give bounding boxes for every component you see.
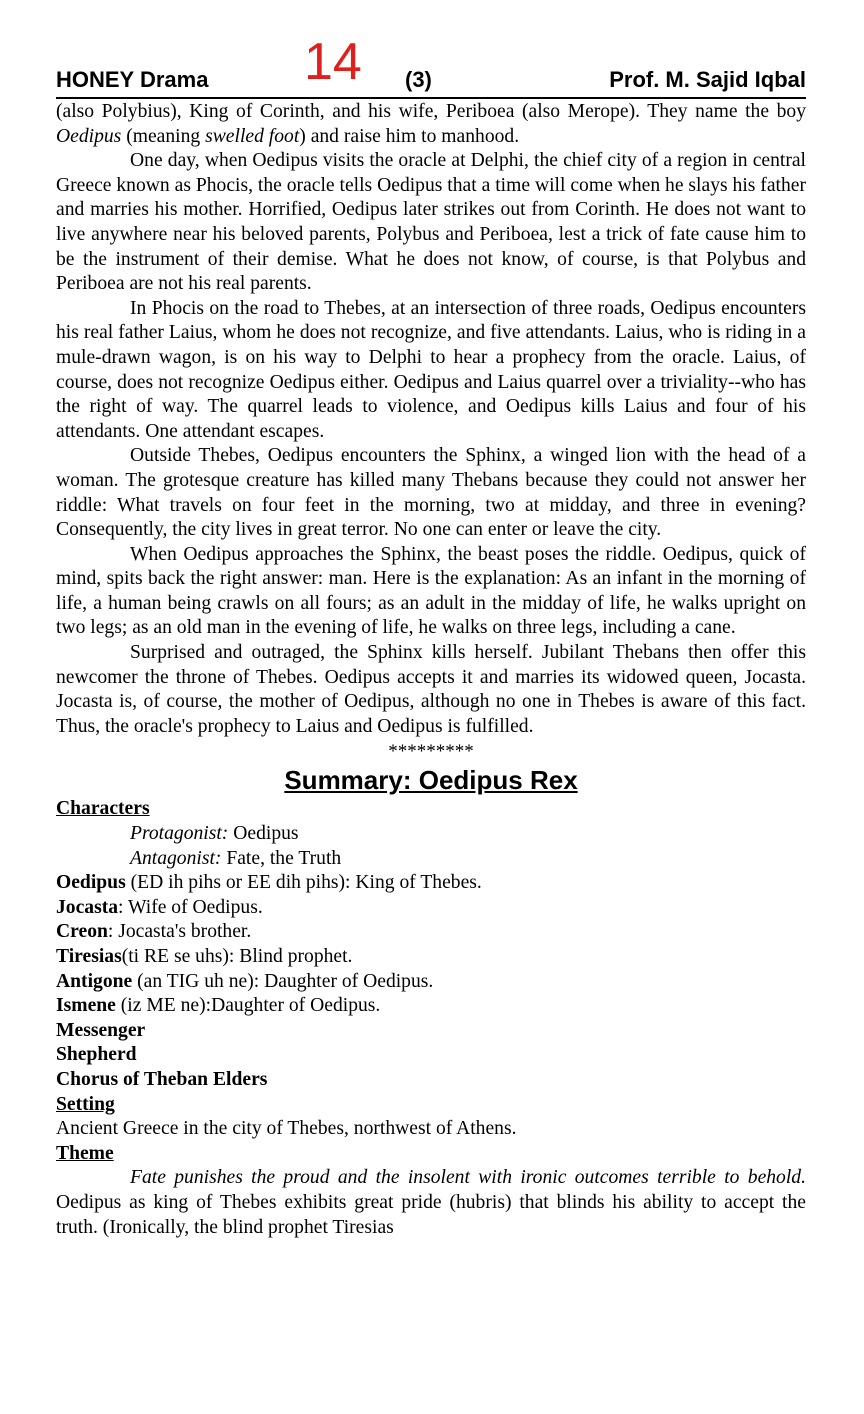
- theme-italic-statement: Fate punishes the proud and the insolent with ironic outcomes terrible to behold.: [130, 1167, 806, 1189]
- theme-paragraph: [56, 1166, 806, 1240]
- character-desc: : Jocasta's brother.: [107, 921, 252, 943]
- header-part: (3): [405, 67, 432, 92]
- character-item: [56, 970, 806, 995]
- section-separator: *********: [388, 741, 474, 763]
- character-desc: (an TIG uh ne): Daughter of Oedipus.: [132, 970, 434, 992]
- character-item: [56, 896, 806, 921]
- character-desc: (ti RE se uhs): Blind prophet.: [121, 946, 353, 967]
- character-item: [56, 1068, 806, 1093]
- antagonist-line: [56, 847, 806, 872]
- paragraph-1-text-b: (meaning: [121, 125, 206, 147]
- paragraph-1-text-c: ) and raise him to manhood.: [299, 125, 520, 147]
- character-name: Antigone: [56, 970, 133, 992]
- character-item: [56, 871, 806, 896]
- header-left-title: HONEY Drama: [56, 67, 209, 92]
- paragraph-1-text-a: (also Polybius), King of Corinth, and his wife, Periboea (also Merope). They name the boy: [56, 101, 806, 122]
- character-item: [56, 920, 806, 945]
- paragraph-4: Outside Thebes, Oedipus encounters the Sphinx, a winged lion with the head of a woman. The grotesque creature has killed many Thebans because they could not answer her riddle: What travels on four feet in the morning, two at midday, and three in evening? Consequently, the city lives in great terror. No one can enter or leave the city.: [56, 445, 806, 541]
- setting-heading: Setting: [56, 1093, 115, 1115]
- theme-text: Oedipus as king of Thebes exhibits great pride (hubris) that blinds his ability to accept the truth. (Ironically, the blind prophet Tiresias: [56, 1191, 806, 1238]
- document-page: [56, 0, 806, 1240]
- paragraph-1-italic-meaning: swelled foot: [205, 125, 300, 147]
- paragraph-1: [56, 100, 806, 149]
- character-name: Oedipus: [56, 872, 126, 894]
- paragraph-3: In Phocis on the road to Thebes, at an intersection of three roads, Oedipus encounters his real father Laius, whom he does not recognize, and five attendants. Laius, who is riding in a mule-drawn wagon, is on his way to Delphi to hear a prophecy from the oracle. Laius, of course, does not recognize Oedipus either. Oedipus and Laius quarrel over a triviality--who has the right of way. The quarrel leads to violence, and Oedipus kills Laius and four of his attendants. One attendant escapes.: [56, 297, 806, 442]
- characters-heading: Characters: [56, 798, 150, 820]
- antagonist-label: Antagonist:: [130, 847, 222, 869]
- character-item: [56, 994, 806, 1019]
- page-number: 14: [304, 33, 362, 91]
- page-header: [56, 0, 806, 100]
- summary-title: Summary: Oedipus Rex: [284, 765, 578, 796]
- protagonist-line: [56, 822, 806, 847]
- character-item: [56, 945, 806, 970]
- character-name: Ismene: [56, 995, 116, 1017]
- paragraph-6: Surprised and outraged, the Sphinx kills herself. Jubilant Thebans then offer this newcomer the throne of Thebes. Oedipus accepts it and marries its widowed queen, Jocasta. Jocasta is, of course, the mother of Oedipus, although no one in Thebes is aware of this fact. Thus, the oracle's prophecy to Laius and Oedipus is fulfilled.: [56, 642, 806, 737]
- header-author: Prof. M. Sajid Iqbal: [609, 67, 806, 92]
- paragraph-1-italic-oedipus: Oedipus: [56, 125, 122, 147]
- character-name: Messenger: [56, 1019, 146, 1041]
- theme-heading: Theme: [56, 1142, 114, 1164]
- character-desc: : Wife of Oedipus.: [118, 896, 263, 918]
- paragraph-5: When Oedipus approaches the Sphinx, the beast poses the riddle. Oedipus, quick of mind, spits back the right answer: man. Here is the explanation: As an infant in the morning of life, a human being crawls on all fours; as an adult in the midday of life, he walks upright on two legs; as an old man in the evening of life, he walks on three legs, including a cane.: [56, 543, 806, 639]
- header-rule: [56, 97, 806, 99]
- antagonist-value: Fate, the Truth: [221, 847, 342, 869]
- character-name: Jocasta: [56, 896, 119, 918]
- setting-text: Ancient Greece in the city of Thebes, northwest of Athens.: [56, 1118, 517, 1140]
- protagonist-value: Oedipus: [228, 823, 299, 845]
- character-name: Creon: [56, 921, 108, 943]
- protagonist-label: Protagonist:: [130, 823, 229, 845]
- character-name: Tiresias: [56, 946, 122, 967]
- character-desc: (ED ih pihs or EE dih pihs): King of Thebes.: [125, 872, 482, 894]
- character-name: Shepherd: [56, 1044, 137, 1066]
- character-desc: (iz ME ne):Daughter of Oedipus.: [115, 995, 381, 1017]
- character-name: Chorus of Theban Elders: [56, 1068, 268, 1090]
- character-item: [56, 1019, 806, 1044]
- paragraph-2: One day, when Oedipus visits the oracle at Delphi, the chief city of a region in central Greece known as Phocis, the oracle tells Oedipus that a time will come when he slays his father and marries his mother. Horrified, Oedipus later strikes out from Corinth. He does not want to live anywhere near his beloved parents, Polybus and Periboea, lest a trick of fate cause him to be the instrument of their demise. What he does not know, of course, is that Polybus and Periboea are not his real parents.: [56, 150, 806, 295]
- character-item: [56, 1043, 806, 1068]
